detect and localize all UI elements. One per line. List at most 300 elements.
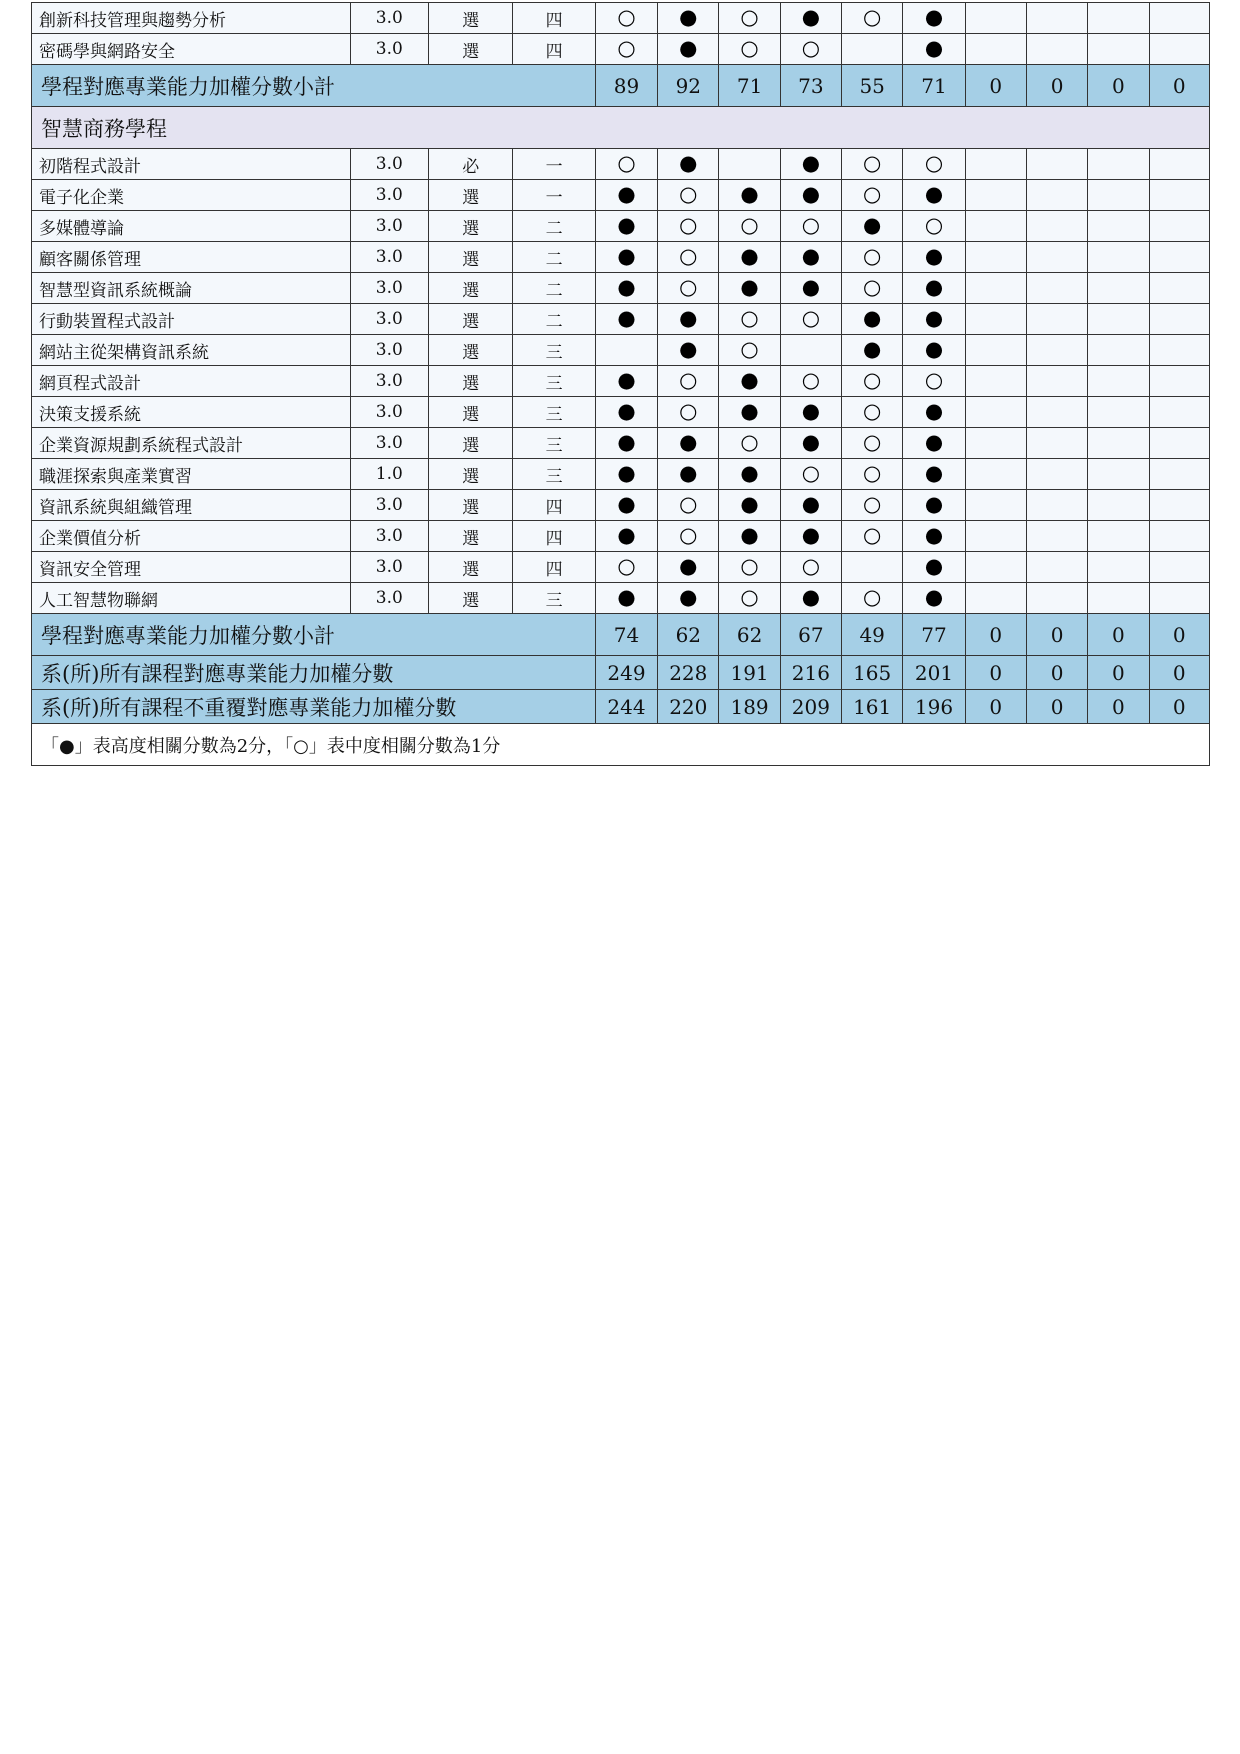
competency-cell [1026, 583, 1087, 614]
high-relevance-mark: ● [924, 492, 944, 516]
competency-cell [719, 459, 780, 490]
high-relevance-mark: ● [924, 430, 944, 454]
competency-cell [719, 304, 780, 335]
competency-cell [1088, 180, 1149, 211]
high-relevance-mark: ● [740, 399, 759, 423]
course-row [32, 335, 1210, 366]
course-row [32, 149, 1210, 180]
medium-relevance-mark: ○ [801, 554, 821, 578]
score-value: 0 [1026, 65, 1087, 107]
competency-cell [965, 242, 1026, 273]
competency-cell [719, 552, 780, 583]
competency-cell [842, 552, 903, 583]
competency-cell [903, 180, 965, 211]
competency-cell [780, 149, 841, 180]
high-relevance-mark: ● [679, 554, 698, 578]
competency-cell [1149, 335, 1209, 366]
competency-cell [780, 397, 841, 428]
course-requirement: 選 [429, 521, 513, 552]
course-credits: 3.0 [350, 583, 428, 614]
course-credits: 3.0 [350, 521, 428, 552]
score-value: 0 [1149, 656, 1209, 690]
competency-cell [965, 521, 1026, 552]
medium-relevance-mark: ○ [617, 554, 636, 578]
course-credits: 1.0 [350, 459, 428, 490]
medium-relevance-mark: ○ [863, 430, 882, 454]
course-requirement: 選 [429, 180, 513, 211]
medium-relevance-mark: ○ [740, 337, 759, 361]
competency-cell [1149, 583, 1209, 614]
score-value: 165 [842, 656, 903, 690]
course-requirement: 選 [429, 335, 513, 366]
high-relevance-mark: ● [617, 585, 636, 609]
course-row [32, 242, 1210, 273]
competency-cell [1088, 583, 1149, 614]
course-name: 網站主從架構資訊系統 [32, 335, 351, 366]
medium-relevance-mark: ○ [863, 182, 882, 206]
score-value: 0 [965, 656, 1026, 690]
competency-cell [780, 552, 841, 583]
high-relevance-mark: ● [801, 151, 821, 175]
competency-cell [842, 211, 903, 242]
high-relevance-mark: ● [740, 492, 759, 516]
competency-cell [780, 366, 841, 397]
course-requirement: 選 [429, 552, 513, 583]
competency-cell [658, 366, 719, 397]
competency-cell [903, 304, 965, 335]
competency-cell [1088, 304, 1149, 335]
competency-cell [965, 583, 1026, 614]
score-value: 89 [595, 65, 657, 107]
competency-cell [595, 428, 657, 459]
course-requirement: 選 [429, 242, 513, 273]
competency-cell [595, 3, 657, 34]
competency-cell [842, 273, 903, 304]
medium-relevance-mark: ○ [740, 213, 759, 237]
course-row [32, 552, 1210, 583]
course-year: 二 [513, 211, 595, 242]
course-credits: 3.0 [350, 335, 428, 366]
competency-cell [595, 459, 657, 490]
score-value: 62 [719, 614, 780, 656]
competency-cell [1088, 552, 1149, 583]
course-credits: 3.0 [350, 428, 428, 459]
course-name: 行動裝置程式設計 [32, 304, 351, 335]
high-relevance-mark: ● [924, 244, 944, 268]
competency-cell [903, 366, 965, 397]
course-row [32, 459, 1210, 490]
competency-cell [903, 521, 965, 552]
medium-relevance-mark: ○ [801, 36, 821, 60]
competency-cell [903, 34, 965, 65]
competency-cell [1026, 459, 1087, 490]
subtotal-label: 學程對應專業能力加權分數小計 [32, 614, 596, 656]
score-value: 67 [780, 614, 841, 656]
competency-cell [719, 273, 780, 304]
high-relevance-mark: ● [924, 585, 944, 609]
course-row [32, 211, 1210, 242]
high-relevance-mark: ● [617, 368, 636, 392]
competency-cell [1026, 3, 1087, 34]
high-relevance-mark: ● [679, 306, 698, 330]
high-relevance-mark: ● [679, 36, 698, 60]
course-credits: 3.0 [350, 211, 428, 242]
course-name: 顧客關係管理 [32, 242, 351, 273]
competency-cell [1088, 149, 1149, 180]
legend-note: 「●」表高度相關分數為2分，「○」表中度相關分數為1分 [32, 724, 1210, 766]
medium-relevance-mark: ○ [740, 306, 759, 330]
competency-cell [842, 242, 903, 273]
course-credits: 3.0 [350, 273, 428, 304]
score-value: 220 [658, 690, 719, 724]
competency-cell [719, 397, 780, 428]
competency-cell [719, 211, 780, 242]
competency-cell [780, 459, 841, 490]
medium-relevance-mark: ○ [863, 492, 882, 516]
medium-relevance-mark: ○ [863, 275, 882, 299]
high-relevance-mark: ● [740, 461, 759, 485]
high-relevance-mark: ● [679, 430, 698, 454]
competency-cell [595, 335, 657, 366]
course-row [32, 273, 1210, 304]
course-row [32, 180, 1210, 211]
competency-cell [1149, 3, 1209, 34]
medium-relevance-mark: ○ [863, 585, 882, 609]
course-requirement: 必 [429, 149, 513, 180]
competency-cell [719, 490, 780, 521]
legend-row [32, 724, 1210, 766]
competency-cell [1026, 34, 1087, 65]
course-row [32, 397, 1210, 428]
course-name: 智慧型資訊系統概論 [32, 273, 351, 304]
course-row [32, 34, 1210, 65]
competency-cell [1149, 552, 1209, 583]
competency-cell [658, 335, 719, 366]
competency-cell [1088, 34, 1149, 65]
competency-cell [965, 211, 1026, 242]
competency-cell [1088, 459, 1149, 490]
competency-cell [780, 335, 841, 366]
competency-cell [965, 459, 1026, 490]
competency-cell [903, 583, 965, 614]
competency-table [31, 2, 1210, 766]
competency-cell [903, 459, 965, 490]
score-value: 55 [842, 65, 903, 107]
high-relevance-mark: ● [801, 430, 821, 454]
competency-cell [1149, 211, 1209, 242]
competency-cell [719, 583, 780, 614]
course-name: 創新科技管理與趨勢分析 [32, 3, 351, 34]
competency-cell [719, 335, 780, 366]
competency-cell [1088, 273, 1149, 304]
medium-relevance-mark: ○ [679, 213, 698, 237]
score-value: 0 [965, 614, 1026, 656]
score-value: 0 [1088, 614, 1149, 656]
competency-cell [1149, 273, 1209, 304]
competency-cell [780, 490, 841, 521]
competency-cell [595, 521, 657, 552]
medium-relevance-mark: ○ [924, 151, 944, 175]
competency-cell [1026, 180, 1087, 211]
competency-cell [595, 211, 657, 242]
high-relevance-mark: ● [801, 182, 821, 206]
course-year: 三 [513, 335, 595, 366]
course-credits: 3.0 [350, 149, 428, 180]
competency-cell [1149, 149, 1209, 180]
competency-cell [595, 180, 657, 211]
competency-cell [780, 521, 841, 552]
medium-relevance-mark: ○ [801, 306, 821, 330]
course-requirement: 選 [429, 397, 513, 428]
medium-relevance-mark: ○ [617, 151, 636, 175]
competency-cell [1149, 34, 1209, 65]
score-value: 244 [595, 690, 657, 724]
competency-cell [903, 149, 965, 180]
competency-cell [1088, 242, 1149, 273]
competency-cell [780, 242, 841, 273]
score-value: 92 [658, 65, 719, 107]
subtotal-label: 學程對應專業能力加權分數小計 [32, 65, 596, 107]
course-requirement: 選 [429, 459, 513, 490]
course-credits: 3.0 [350, 34, 428, 65]
competency-cell [658, 397, 719, 428]
score-value: 0 [1149, 690, 1209, 724]
competency-cell [842, 335, 903, 366]
program-title: 智慧商務學程 [32, 107, 1210, 149]
competency-cell [595, 34, 657, 65]
course-year: 三 [513, 366, 595, 397]
course-requirement: 選 [429, 428, 513, 459]
score-value: 228 [658, 656, 719, 690]
course-credits: 3.0 [350, 304, 428, 335]
total-row [32, 690, 1210, 724]
subtotal-row [32, 614, 1210, 656]
course-name: 資訊系統與組織管理 [32, 490, 351, 521]
competency-cell [595, 366, 657, 397]
score-value: 161 [842, 690, 903, 724]
medium-relevance-mark: ○ [863, 244, 882, 268]
course-requirement: 選 [429, 304, 513, 335]
competency-cell [1149, 242, 1209, 273]
high-relevance-mark: ● [801, 399, 821, 423]
competency-cell [1149, 304, 1209, 335]
high-relevance-mark: ● [863, 337, 882, 361]
course-credits: 3.0 [350, 552, 428, 583]
high-relevance-mark: ● [740, 244, 759, 268]
competency-cell [595, 273, 657, 304]
competency-cell [965, 397, 1026, 428]
high-relevance-mark: ● [924, 5, 944, 29]
competency-cell [903, 552, 965, 583]
score-value: 0 [1026, 656, 1087, 690]
medium-relevance-mark: ○ [679, 368, 698, 392]
high-relevance-mark: ● [924, 182, 944, 206]
competency-cell [1149, 428, 1209, 459]
medium-relevance-mark: ○ [617, 5, 636, 29]
competency-cell [595, 242, 657, 273]
medium-relevance-mark: ○ [863, 151, 882, 175]
course-row [32, 304, 1210, 335]
competency-cell [595, 397, 657, 428]
course-row [32, 428, 1210, 459]
competency-cell [965, 273, 1026, 304]
competency-cell [1088, 3, 1149, 34]
high-relevance-mark: ● [801, 5, 821, 29]
high-relevance-mark: ● [801, 585, 821, 609]
medium-relevance-mark: ○ [679, 182, 698, 206]
competency-cell [1088, 211, 1149, 242]
competency-cell [595, 149, 657, 180]
course-name: 多媒體導論 [32, 211, 351, 242]
competency-cell [1149, 180, 1209, 211]
course-requirement: 選 [429, 211, 513, 242]
competency-cell [658, 242, 719, 273]
course-year: 二 [513, 273, 595, 304]
medium-relevance-mark: ○ [863, 399, 882, 423]
competency-cell [1026, 335, 1087, 366]
medium-relevance-mark: ○ [679, 399, 698, 423]
competency-cell [842, 366, 903, 397]
competency-cell [780, 180, 841, 211]
course-credits: 3.0 [350, 366, 428, 397]
competency-cell [780, 3, 841, 34]
score-value: 249 [595, 656, 657, 690]
course-row [32, 3, 1210, 34]
competency-cell [658, 428, 719, 459]
competency-cell [1026, 552, 1087, 583]
high-relevance-mark: ● [801, 275, 821, 299]
competency-cell [595, 552, 657, 583]
course-year: 一 [513, 180, 595, 211]
course-name: 密碼學與網路安全 [32, 34, 351, 65]
high-relevance-mark: ● [617, 182, 636, 206]
high-relevance-mark: ● [617, 213, 636, 237]
competency-cell [965, 490, 1026, 521]
competency-table-page [31, 2, 1210, 766]
competency-cell [903, 428, 965, 459]
competency-cell [1026, 304, 1087, 335]
high-relevance-mark: ● [617, 523, 636, 547]
course-name: 決策支援系統 [32, 397, 351, 428]
score-value: 209 [780, 690, 841, 724]
medium-relevance-mark: ○ [740, 585, 759, 609]
score-value: 196 [903, 690, 965, 724]
competency-cell [658, 459, 719, 490]
high-relevance-mark: ● [924, 337, 944, 361]
program-header-row [32, 107, 1210, 149]
course-year: 一 [513, 149, 595, 180]
medium-relevance-mark: ○ [617, 36, 636, 60]
high-relevance-mark: ● [740, 275, 759, 299]
score-value: 201 [903, 656, 965, 690]
competency-cell [1088, 490, 1149, 521]
competency-cell [842, 149, 903, 180]
course-row [32, 521, 1210, 552]
course-credits: 3.0 [350, 242, 428, 273]
competency-cell [1088, 397, 1149, 428]
high-relevance-mark: ● [617, 244, 636, 268]
course-name: 初階程式設計 [32, 149, 351, 180]
high-relevance-mark: ● [679, 461, 698, 485]
course-credits: 3.0 [350, 3, 428, 34]
high-relevance-mark: ● [740, 523, 759, 547]
medium-relevance-mark: ○ [679, 244, 698, 268]
course-requirement: 選 [429, 34, 513, 65]
competency-cell [842, 521, 903, 552]
course-year: 三 [513, 397, 595, 428]
competency-cell [903, 335, 965, 366]
medium-relevance-mark: ○ [740, 5, 759, 29]
competency-cell [903, 242, 965, 273]
score-value: 0 [1149, 614, 1209, 656]
high-relevance-mark: ● [617, 399, 636, 423]
medium-relevance-mark: ○ [863, 368, 882, 392]
competency-cell [658, 211, 719, 242]
competency-cell [965, 3, 1026, 34]
competency-cell [780, 34, 841, 65]
course-year: 二 [513, 304, 595, 335]
competency-cell [965, 335, 1026, 366]
competency-cell [1149, 366, 1209, 397]
high-relevance-mark: ● [924, 36, 944, 60]
competency-cell [903, 211, 965, 242]
competency-cell [903, 397, 965, 428]
competency-cell [965, 552, 1026, 583]
competency-cell [1026, 149, 1087, 180]
high-relevance-mark: ● [863, 306, 882, 330]
course-name: 電子化企業 [32, 180, 351, 211]
competency-cell [842, 180, 903, 211]
competency-cell [595, 583, 657, 614]
high-relevance-mark: ● [617, 430, 636, 454]
score-value: 0 [1088, 65, 1149, 107]
competency-cell [1088, 428, 1149, 459]
medium-relevance-mark: ○ [801, 213, 821, 237]
high-relevance-mark: ● [924, 461, 944, 485]
course-year: 三 [513, 583, 595, 614]
score-value: 0 [1149, 65, 1209, 107]
high-relevance-mark: ● [801, 244, 821, 268]
medium-relevance-mark: ○ [924, 213, 944, 237]
high-relevance-mark: ● [740, 368, 759, 392]
high-relevance-mark: ● [924, 523, 944, 547]
course-credits: 3.0 [350, 180, 428, 211]
competency-cell [658, 304, 719, 335]
course-year: 三 [513, 428, 595, 459]
competency-cell [1088, 366, 1149, 397]
competency-cell [719, 180, 780, 211]
course-requirement: 選 [429, 3, 513, 34]
competency-cell [658, 552, 719, 583]
competency-cell [903, 273, 965, 304]
course-name: 企業價值分析 [32, 521, 351, 552]
score-value: 71 [903, 65, 965, 107]
competency-cell [1026, 397, 1087, 428]
course-row [32, 490, 1210, 521]
medium-relevance-mark: ○ [801, 461, 821, 485]
competency-cell [842, 304, 903, 335]
competency-cell [719, 34, 780, 65]
course-credits: 3.0 [350, 490, 428, 521]
medium-relevance-mark: ○ [863, 5, 882, 29]
course-year: 四 [513, 521, 595, 552]
competency-cell [1026, 521, 1087, 552]
course-row [32, 366, 1210, 397]
high-relevance-mark: ● [924, 554, 944, 578]
high-relevance-mark: ● [617, 461, 636, 485]
competency-cell [842, 490, 903, 521]
score-value: 0 [1026, 614, 1087, 656]
